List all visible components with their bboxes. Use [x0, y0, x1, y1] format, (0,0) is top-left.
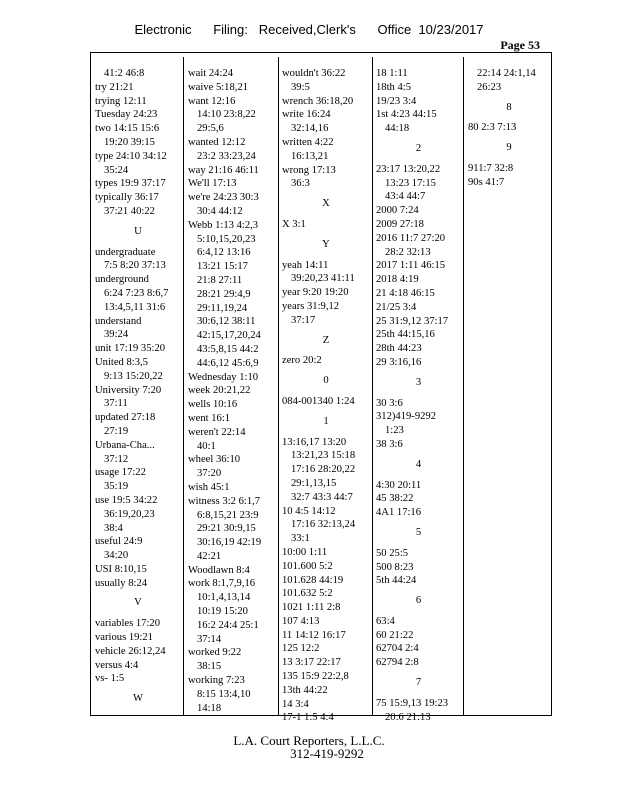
index-continuation-line: 26:23	[477, 81, 502, 93]
index-entry: wrong 17:13	[282, 164, 336, 176]
index-continuation-line: 17:16 32:13,24	[291, 519, 356, 531]
index-entry: 60 21:22	[376, 629, 414, 641]
index-continuation-line: 13:21,23 15:18	[291, 450, 356, 462]
index-entry: 25 31:9,12 37:17	[376, 315, 449, 327]
index-letter-heading: W	[133, 693, 143, 705]
index-entry: 2018 4:19	[376, 274, 419, 286]
index-continuation-line: 30:6,12 38:11	[197, 316, 256, 328]
index-entry: We'll 17:13	[188, 178, 237, 190]
index-entry: trying 12:11	[95, 95, 147, 107]
reporter-phone: 312-419-9292	[290, 746, 364, 761]
index-entry: typically 36:17	[95, 192, 159, 204]
index-entry: 10 4:5 14:12	[282, 505, 336, 517]
index-entry: 4A1 17:16	[376, 507, 422, 519]
index-entry: 084-001340 1:24	[282, 395, 355, 407]
index-continuation-line: 28:2 32:13	[385, 246, 431, 258]
index-column-4	[376, 67, 461, 723]
index-entry: yeah 14:11	[282, 259, 329, 271]
index-entry: vehicle 26:12,24	[95, 645, 166, 657]
index-column-3	[282, 67, 370, 724]
index-continuation-line: 29:1,13,15	[291, 477, 337, 489]
index-continuation-line: 10:1,4,13,14	[197, 592, 251, 604]
index-entry: 45 38:22	[376, 493, 414, 505]
index-continuation-line: 44:6,12 45:6,9	[197, 357, 259, 369]
index-entry: 28th 44:23	[376, 343, 422, 355]
index-entry: 500 8:23	[376, 561, 414, 573]
index-entry: wheel 36:10	[188, 454, 241, 466]
index-continuation-line: 6:24 7:23 8:6,7	[104, 287, 169, 299]
index-entry: weren't 22:14	[188, 426, 246, 438]
index-continuation-line: 37:21 40:22	[104, 205, 155, 217]
index-entry: 1021 1:11 2:8	[282, 602, 341, 614]
index-entry: Tuesday 24:23	[95, 109, 158, 121]
index-entry: 13 3:17 22:17	[282, 657, 341, 669]
index-letter-heading: Y	[322, 238, 330, 250]
index-entry: 1st 4:23 44:15	[376, 109, 437, 121]
index-entry: updated 27:18	[95, 412, 156, 424]
index-continuation-line: 6:4,12 13:16	[197, 247, 251, 259]
index-continuation-line: 29:11,19,24	[197, 302, 248, 314]
index-column-2	[188, 67, 276, 713]
index-continuation-line: 43:5,8,15 44:2	[197, 343, 259, 355]
index-continuation-line: 38:15	[197, 661, 222, 673]
index-continuation-line: 19:20 39:15	[104, 136, 155, 148]
index-letter-heading: 4	[415, 458, 422, 470]
index-entry: versus 4:4	[95, 659, 139, 671]
index-entry: Webb 1:13 4:2,3	[188, 219, 259, 231]
index-continuation-line: 14:10 23:8,22	[197, 109, 256, 121]
index-continuation-line: 14:18	[197, 702, 222, 714]
index-continuation-line: 37:12	[104, 453, 129, 465]
index-continuation-line: 36:19,20,23	[104, 508, 155, 520]
index-entry: understand	[95, 315, 142, 327]
index-entry: way 21:16 46:11	[188, 164, 259, 176]
index-continuation-line: 17:16 28:20,22	[291, 464, 356, 476]
index-entry: week 20:21,22	[188, 385, 251, 397]
index-entry: 63:4	[376, 615, 395, 627]
index-entry: United 8:3,5	[95, 356, 148, 368]
index-entry: year 9:20 19:20	[282, 287, 349, 299]
index-continuation-line: 22:14 24:1,14	[477, 68, 536, 79]
index-letter-heading: Z	[322, 334, 330, 346]
column-divider	[463, 57, 464, 715]
index-continuation-line: 32:14,16	[291, 123, 329, 135]
index-continuation-line: 38:4	[104, 522, 123, 534]
index-entry: wanted 12:12	[188, 136, 246, 148]
index-continuation-line: 30:16,19 42:19	[197, 537, 262, 549]
index-entry: 17-1 1:5 4:4	[282, 712, 334, 724]
index-entry: 62794 2:8	[376, 657, 419, 669]
index-entry: wrench 36:18,20	[282, 95, 354, 107]
index-continuation-line: 10:19 15:20	[197, 606, 248, 618]
index-entry: X 3:1	[282, 218, 306, 230]
index-continuation-line: 33:1	[291, 533, 310, 545]
index-continuation-line: 37:14	[197, 633, 222, 645]
index-letter-heading: U	[134, 225, 142, 237]
index-entry: try 21:21	[95, 81, 134, 93]
index-letter-heading: 7	[415, 677, 422, 689]
index-continuation-line: 36:3	[291, 178, 310, 190]
index-continuation-line: 9:13 15:20,22	[104, 370, 163, 382]
index-entry: 10:00 1:11	[282, 546, 328, 558]
index-letter-heading: 9	[506, 142, 512, 154]
index-letter-heading: 1	[323, 415, 329, 427]
index-entry: underground	[95, 274, 149, 286]
index-entry: useful 24:9	[95, 536, 143, 548]
index-entry: 2017 1:11 46:15	[376, 260, 446, 272]
index-continuation-line: 43:4 44:7	[385, 191, 426, 203]
index-entry: 21 4:18 46:15	[376, 287, 435, 299]
index-entry: 18th 4:5	[376, 81, 412, 93]
index-entry: waive 5:18,21	[188, 81, 249, 93]
index-entry: Woodlawn 8:4	[188, 564, 250, 576]
index-continuation-line: 27:19	[104, 425, 129, 437]
index-entry: University 7:20	[95, 384, 162, 396]
index-entry: 14 3:4	[282, 698, 309, 710]
index-continuation-line: 42:15,17,20,24	[197, 330, 261, 342]
index-entry: 101.628 44:19	[282, 574, 344, 586]
index-entry: types 19:9 37:17	[95, 178, 166, 190]
index-entry: 25th 44:15,16	[376, 329, 435, 341]
index-entry: USI 8:10,15	[95, 563, 147, 575]
index-entry: 13th 44:22	[282, 684, 328, 696]
index-entry: 29 3:16,16	[376, 356, 422, 368]
index-continuation-line: 20:6 21:13	[385, 711, 431, 723]
index-entry: use 19:5 34:22	[95, 494, 158, 506]
index-letter-heading: 5	[415, 526, 422, 538]
index-continuation-line: 13:4,5,11 31:6	[104, 301, 166, 313]
index-entry: 21/25 3:4	[376, 301, 417, 313]
index-continuation-line: 39:24	[104, 329, 129, 341]
index-continuation-line: 44:18	[385, 123, 410, 135]
index-entry: 5th 44:24	[376, 575, 417, 587]
index-entry: 911:7 32:8	[468, 162, 514, 174]
index-letter-heading: 8	[506, 101, 512, 113]
index-column-5	[468, 67, 550, 713]
index-continuation-line: 39:5	[291, 81, 310, 93]
index-continuation-line: 29:21 30:9,15	[197, 523, 256, 535]
index-continuation-line: 16:2 24:4 25:1	[197, 619, 259, 631]
index-letter-heading: 6	[415, 595, 422, 607]
index-continuation-line: 8:15 13:4,10	[197, 688, 251, 700]
index-entry: 4:30 20:11	[376, 479, 422, 491]
index-entry: wish 45:1	[188, 481, 230, 493]
index-continuation-line: 34:20	[104, 550, 129, 562]
column-divider	[183, 57, 184, 715]
index-entry: 62704 2:4	[376, 643, 419, 655]
index-entry: 18 1:11	[376, 68, 408, 79]
index-entry: 2016 11:7 27:20	[376, 232, 446, 244]
index-entry: wouldn't 36:22	[282, 68, 346, 79]
index-letter-heading: X	[322, 198, 330, 210]
index-column-1	[95, 67, 181, 713]
index-entry: usage 17:22	[95, 467, 146, 479]
index-continuation-line: 32:7 43:3 44:7	[291, 491, 353, 503]
index-entry: 135 15:9 22:2,8	[282, 671, 349, 683]
index-entry: 101.632 5:2	[282, 588, 333, 600]
index-entry: variables 17:20	[95, 618, 161, 630]
column-divider	[278, 57, 279, 715]
column-divider	[372, 57, 373, 715]
page-number: Page 53	[500, 38, 540, 52]
index-entry: 312)419-9292	[376, 411, 437, 423]
index-continuation-line: 29:5,6	[197, 123, 224, 135]
index-entry: work 8:1,7,9,16	[188, 578, 256, 590]
index-entry: 80 2:3 7:13	[468, 122, 517, 134]
index-entry: various 19:21	[95, 632, 153, 644]
index-entry: written 4:22	[282, 136, 334, 148]
index-entry: years 31:9,12	[282, 300, 340, 312]
index-entry: type 24:10 34:12	[95, 150, 167, 162]
index-entry: vs- 1:5	[95, 673, 125, 685]
index-entry: 125 12:2	[282, 643, 320, 655]
index-entry: wait 24:24	[188, 68, 234, 79]
index-entry: 90s 41:7	[468, 176, 505, 188]
index-continuation-line: 21:8 27:11	[197, 274, 243, 286]
index-continuation-line: 42:21	[197, 550, 222, 562]
index-continuation-line: 39:20,23 41:11	[291, 273, 355, 285]
index-entry: 11 14:12 16:17	[282, 629, 346, 641]
reporter-name: L.A. Court Reporters, L.L.C.	[233, 733, 385, 748]
index-entry: zero 20:2	[282, 355, 322, 367]
index-entry: 101.600 5:2	[282, 560, 333, 572]
index-letter-heading: 3	[415, 376, 422, 388]
index-continuation-line: 6:8,15,21 23:9	[197, 509, 259, 521]
index-continuation-line: 41:2 46:8	[104, 68, 145, 79]
index-continuation-line: 13:21 15:17	[197, 261, 248, 273]
index-continuation-line: 7:5 8:20 37:13	[104, 260, 166, 272]
index-continuation-line: 1:23	[385, 425, 404, 437]
index-entry: 30 3:6	[376, 397, 403, 409]
index-letter-heading: 2	[415, 142, 422, 154]
index-continuation-line: 23:2 33:23,24	[197, 150, 256, 162]
index-entry: two 14:15 15:6	[95, 123, 160, 135]
index-entry: unit 17:19 35:20	[95, 343, 166, 355]
index-letter-heading: 0	[323, 375, 329, 387]
index-continuation-line: 28:21 29:4,9	[197, 288, 251, 300]
index-continuation-line: 5:10,15,20,23	[197, 233, 256, 245]
index-entry: 2009 27:18	[376, 218, 424, 230]
index-entry: 75 15:9,13 19:23	[376, 697, 449, 709]
index-entry: worked 9:22	[188, 647, 242, 659]
filing-stamp-header: Electronic Filing: Received,Clerk's Office 10/23/2017	[134, 22, 484, 37]
index-entry: wells 10:16	[188, 399, 238, 411]
index-continuation-line: 30:4 44:12	[197, 205, 243, 217]
index-entry: 2000 7:24	[376, 205, 419, 217]
index-continuation-line: 13:23 17:15	[385, 177, 436, 189]
index-entry: usually 8:24	[95, 577, 148, 589]
index-entry: Urbana-Cha...	[95, 439, 155, 451]
index-box	[90, 52, 552, 724]
index-entry: 50 25:5	[376, 547, 409, 559]
index-entry: we're 24:23 30:3	[188, 192, 259, 204]
index-entry: want 12:16	[188, 95, 236, 107]
index-entry: working 7:23	[188, 675, 245, 687]
index-entry: 13:16,17 13:20	[282, 436, 347, 448]
index-entry: 23:17 13:20,22	[376, 163, 441, 175]
index-continuation-line: 37:11	[104, 398, 128, 410]
index-continuation-line: 37:17	[291, 314, 316, 326]
index-entry: 19/23 3:4	[376, 95, 417, 107]
footer	[0, 734, 618, 760]
index-entry: 38 3:6	[376, 438, 403, 450]
index-continuation-line: 35:19	[104, 481, 129, 493]
index-entry: 107 4:13	[282, 615, 320, 627]
index-entry: write 16:24	[282, 109, 331, 121]
index-entry: Wednesday 1:10	[188, 371, 259, 383]
index-entry: undergraduate	[95, 246, 156, 258]
index-continuation-line: 35:24	[104, 164, 129, 176]
index-continuation-line: 16:13,21	[291, 150, 329, 162]
index-continuation-line: 37:20	[197, 468, 222, 480]
index-entry: witness 3:2 6:1,7	[188, 495, 261, 507]
index-letter-heading: V	[134, 597, 142, 609]
index-continuation-line: 40:1	[197, 440, 216, 452]
index-entry: went 16:1	[188, 412, 231, 424]
